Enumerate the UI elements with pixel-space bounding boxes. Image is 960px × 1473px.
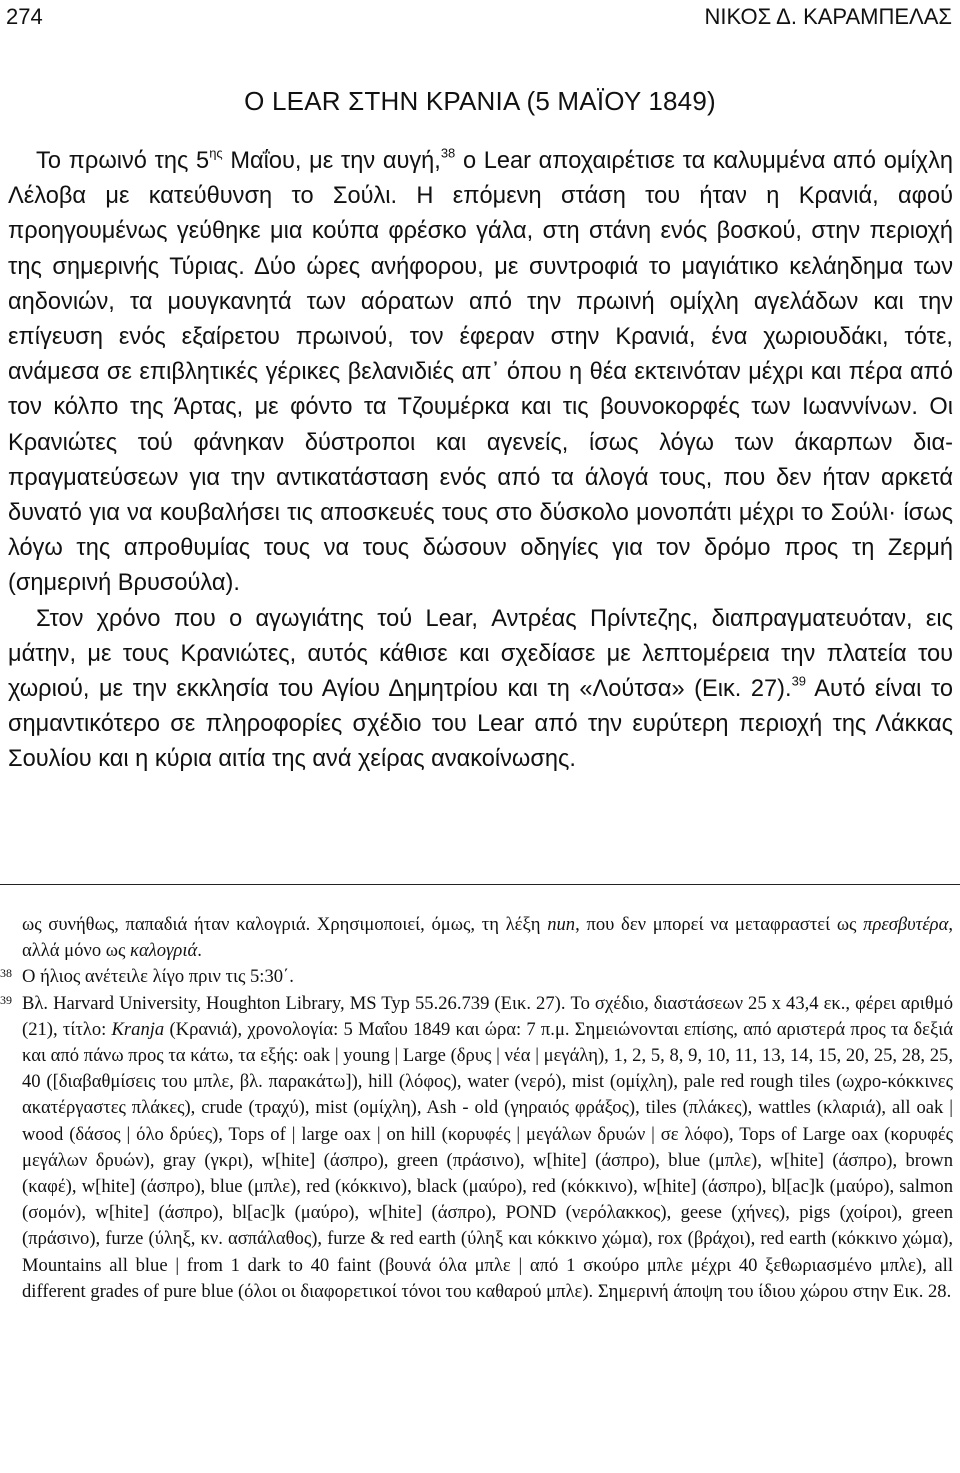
footnote-39	[0, 991, 953, 1305]
continuation-part-1: ως συνήθως, παπαδιά ήταν καλογριά. Χρησιμοποιεί, όμως, τη λέξη	[22, 914, 548, 935]
paragraph-1-part-1: Το πρωινό της 5	[36, 148, 210, 174]
paragraph-1-part-3: ο Lear αποχαιρέτισε τα καλυμμένα από ομίχλη Λέλοβα με κατεύθυνση το Σούλι. Η επόμενη στάση του ήταν η Κρανιά, αφού προηγουμένως γεύθηκε μια κούπα φρέσκο γάλα, στη στάνη ενός βοσκού, στην περιοχή της σημερινής Τύριας. Δύο ώρες ανήφορου, με συντροφιά το μαγιάτικο κελάηδημα των αηδονιών, τα μουγκανητά των αόρατων από την πρωινή ομίχλη αγελάδων και την επίγευση ενός εξαίρετου πρωινού, τον έφεραν στην Κρανιά, ένα χωριουδάκι, τότε, ανάμεσα σε επιβλητικές γέρικες βελανιδιές απ᾽ όπου η θέα εκτεινόταν μέχρι και πέρα από τον κόλπο της Άρτας, με φόντο τα Τζουμέρκα και τις βουνοκορφές των Ιωαννίνων. Οι Κρανιώτες τού φάνηκαν δύστροποι και αγενείς, ίσως λόγω των άκαρπων διαπραγματεύσεων για την αντικατάσταση ενός από τα άλογά τους, που δεν ήταν αρκετά δυνατό για να κουβαλήσει τις αποσκευές τους στο δύσκολο μονοπάτι μέχρι το Σούλι· ίσως λόγω της απροθυμίας τους να τους δώσουν οδηγίες για τον δρόμο προς τη Ζερμή (σημερινή Βρυσούλα).	[8, 148, 953, 597]
footnote-39-part-2: (Κρανιά), χρονολογία: 5 Μαΐου 1849 και ώρα: 7 π.μ. Σημειώνονται επίσης, από αριστερά προς τα δεξιά και από πάνω προς τα κάτω, τα εξής: oak | young | Large (δρυς | νέα | μεγάλη), 1, 2, 5, 8, 9, 10, 11, 13, 14, 15, 20, 25, 28, 25, 40 ([διαβαθμίσεις του μπλε, βλ. παρακάτω]), hill (λόφος), water (νερό), mist (ομίχλη), pale red rough tiles (ωχρο-κόκκινες ακατέργαστες πλάκες), crude (τραχύ), mist (ομίχλη), Ash - old (γηραιός φράξος), tiles (πλάκες), wattles (κλαριά), all oak | wood (δάσος | όλο δρύες), Tops of | large oax | on hill (κορυφές | μεγάλων δρυών | σε λόφο), Tops of Large oax (κορυφές μεγάλων δρυών), gray (γκρι), w[hite] (άσπρο), green (πράσινο), w[hite] (άσπρο), blue (μπλε), w[hite] (άσπρο), brown (καφέ), w[hite] (άσπρο), blue (μπλε), red (κόκκινο), black (μαύρο), red (κόκκινο), w[hite] (άσπρο), bl[ac]k (μαύρο), salmon (σομόν), w[hite] (άσπρο), bl[ac]k (μαύρο), w[hite] (άσπρο), POND (νερόλακκος), geese (χήνες), pigs (χοίροι), green (πράσινο), furze (ύληξ, κν. ασπάλαθος), furze & red earth (ύληξ και κόκκινο χώμα), rox (βράχοι), red earth (κόκκινο χώμα), Mountains all blue | from 1 dark to 40 faint (βουνά όλα μπλε | από 1 σκούρο μπλε μέχρι 40 ξεθωριασμένο μπλε), all different grades of pure blue (όλοι οι διαφορετικοί τόνοι του καθαρού μπλε). Σημερινή άποψη του ίδιου χώρου στην Εικ. 28.	[22, 1018, 953, 1302]
footnote-ref-39: 39	[791, 673, 807, 689]
footnote-divider	[0, 884, 960, 885]
paragraph-2-part-2: Αυτό είναι το σημαντικότερο σε πληροφορίες σχέδιο του Lear από την ευρύτερη περιοχή της Λάκκας Σουλίου και η κύρια αιτία της ανά χείρας ανακοίνωσης.	[8, 676, 953, 773]
continuation-italic-1: nun	[547, 914, 576, 935]
footnote-39-number: 39	[0, 992, 12, 1007]
continuation-italic-3: καλογριά	[130, 940, 198, 962]
continuation-part-3: , αλλά μόνο ως	[22, 914, 953, 962]
body-paragraph-2	[8, 602, 953, 778]
footnote-39-italic-1: Kranja	[111, 1018, 165, 1040]
body-text	[8, 144, 953, 778]
footnote-38	[0, 964, 953, 990]
section-title: Ο LEAR ΣΤΗΝ ΚΡΑΝΙΑ (5 ΜΑΪΟΥ 1849)	[244, 86, 716, 116]
footnote-38-text: Ο ήλιος ανέτειλε λίγο πριν τις 5:30΄.	[22, 966, 294, 988]
footnote-ref-38: 38	[440, 145, 456, 161]
footnote-38-number: 38	[0, 966, 12, 981]
footnote-39-part-1: Βλ. Harvard University, Houghton Library, MS Typ 55.26.739 (Εικ. 27). Το σχέδιο, διαστάσεων 25 x 43,4 εκ., φέρει αριθμό (21), τίτλο:	[22, 992, 953, 1040]
footnotes	[0, 912, 953, 1305]
paragraph-1-part-2: Μαΐου, με την αυγή,	[222, 148, 441, 174]
running-head	[0, 4, 960, 32]
footnote-continuation	[8, 912, 953, 964]
paragraph-2-part-1: Στον χρόνο που ο αγωγιάτης τού Lear, Αντρέας Πρίντεζης, διαπραγματευόταν, εις μάτην, με τους Κρανιώτες, αυτός κάθισε και σχεδίασε με λεπτομέρεια την πλατεία του χωριού, με την εκκλησία του Αγίου Δημητρίου και τη «Λούτσα» (Εικ. 27).	[8, 605, 953, 703]
running-head-author: ΝΙΚΟΣ Δ. ΚΑΡΑΜΠΕΛΑΣ	[704, 4, 952, 29]
continuation-part-2: , που δεν μπορεί να μεταφραστεί ως	[575, 914, 864, 935]
body-paragraph-1	[8, 144, 953, 602]
page-number: 274	[6, 4, 43, 29]
continuation-part-4: .	[197, 940, 202, 962]
continuation-italic-2: πρεσβυτέρα	[863, 914, 949, 935]
ordinal-superscript: ης	[209, 145, 223, 161]
